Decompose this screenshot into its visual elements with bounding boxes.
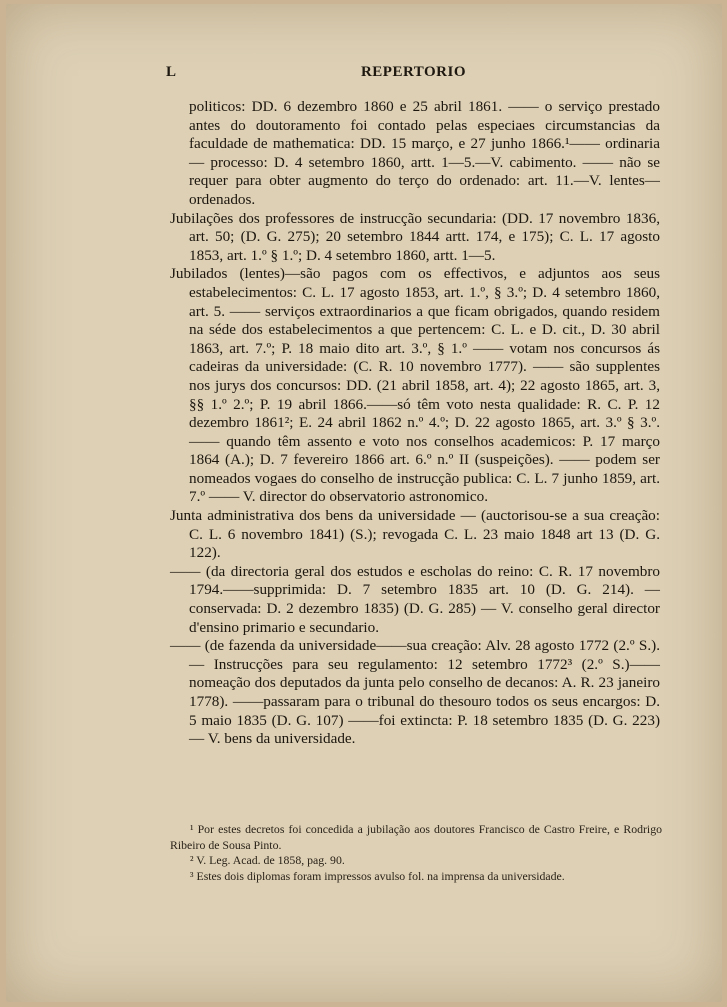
running-title: REPERTORIO <box>360 64 467 80</box>
footnote-3: ³ Estes dois diplomas foram impressos avulso fol. na imprensa da universidade. <box>190 868 565 883</box>
footnote-2: ² V. Leg. Acad. de 1858, pag. 90. <box>190 853 345 867</box>
main-text <box>170 98 660 749</box>
entry-junta-fazenda: —— (de fazenda da universidade——sua creação: Alv. 28 agosto 1772 (2.º S.).— Instrucções para seu regulamento: 12 setembro 1772³ (2.º S.)—— nomeação dos deputados da junta pelo conselho de decanos: A. R. 23 janeiro 1778). ——passaram para o tribunal do thesouro todos os seus encargos: D. 5 maio 1835 (D. G. 107) ——foi extincta: P. 18 setembro 1835 (D. G. 223) — V. bens da universidade. <box>170 637 660 748</box>
footnote-1: ¹ Por estes decretos foi concedida a jubilação aos doutores Francisco de Castro Freire, e Rodrigo Ribeiro de Sousa Pinto. <box>170 822 662 852</box>
entry-continuation: politicos: DD. 6 dezembro 1860 e 25 abril 1861. —— o serviço prestado antes do doutoramento foi contado pelas especiaes circumstancias da faculdade de mathematica: DD. 15 março, e 27 junho 1866.¹—— ordinaria — processo: D. 4 setembro 1860, artt. 1—5.—V. cabimento. —— não se requer para obter augmento do terço do ordenado: art. 11.—V. lentes—ordenados. <box>189 98 660 208</box>
book-page <box>6 4 722 1002</box>
entry-junta-directoria: —— (da directoria geral dos estudos e escholas do reino: C. R. 17 novembro 1794.——supprimida: D. 7 setembro 1835 art. 10 (D. G. 214). — conservada: D. 2 dezembro 1835) (D. G. 285) — V. conselho geral director d'ensino primario e secundario. <box>170 562 660 636</box>
entry-jubilacoes: Jubilações dos professores de instrucção secundaria: (DD. 17 novembro 1836, art. 50; (D. G. 275); 20 setembro 1844 artt. 174, e 175); C. L. 17 agosto 1853, art. 1.º § 1.º; D. 4 setembro 1860, artt. 1—5. <box>170 209 660 264</box>
page-number: L <box>166 64 177 80</box>
footnotes <box>170 822 662 884</box>
running-header <box>166 64 661 84</box>
entry-junta-administrativa: Junta administrativa dos bens da universidade — (auctorisou-se a sua creação: C. L. 6 novembro 1841) (S.); revogada C. L. 23 maio 1848 art 13 (D. G. 122). <box>170 507 660 562</box>
entry-jubilados: Jubilados (lentes)—são pagos com os effectivos, e adjuntos aos seus estabelecimentos: C. L. 17 agosto 1853, art. 1.º, § 3.º; D. 4 setembro 1860, art. 5. —— serviços extraordinarios a que ficam obrigados, quando residem na séde dos estabelecimentos a que pertencem: C. L. e D. cit., D. 30 abril 1863, art. 7.º; P. 18 maio dito art. 3.º, § 1.º —— votam nos concursos ás cadeiras da universidade: (C. R. 10 novembro 1777). —— são supplentes nos jurys dos concursos: DD. (21 abril 1858, art. 4); 22 agosto 1865, art. 3, §§ 1.º 2.º; P. 19 abril 1866.——só têm voto nesta qualidade: R. C. P. 12 dezembro 1861²; E. 24 abril 1862 n.º 4.º; D. 22 agosto 1865, art. 3.º § 3.º. —— quando têm assento e voto nos conselhos academicos: P. 17 março 1864 (A.); D. 7 fevereiro 1866 art. 6.º n.º II (suspeições). —— podem ser nomeados vogaes do conselho de instrucção publica: C. L. 7 junho 1859, art. 7.º —— V. director do observatorio astronomico. <box>170 265 660 506</box>
